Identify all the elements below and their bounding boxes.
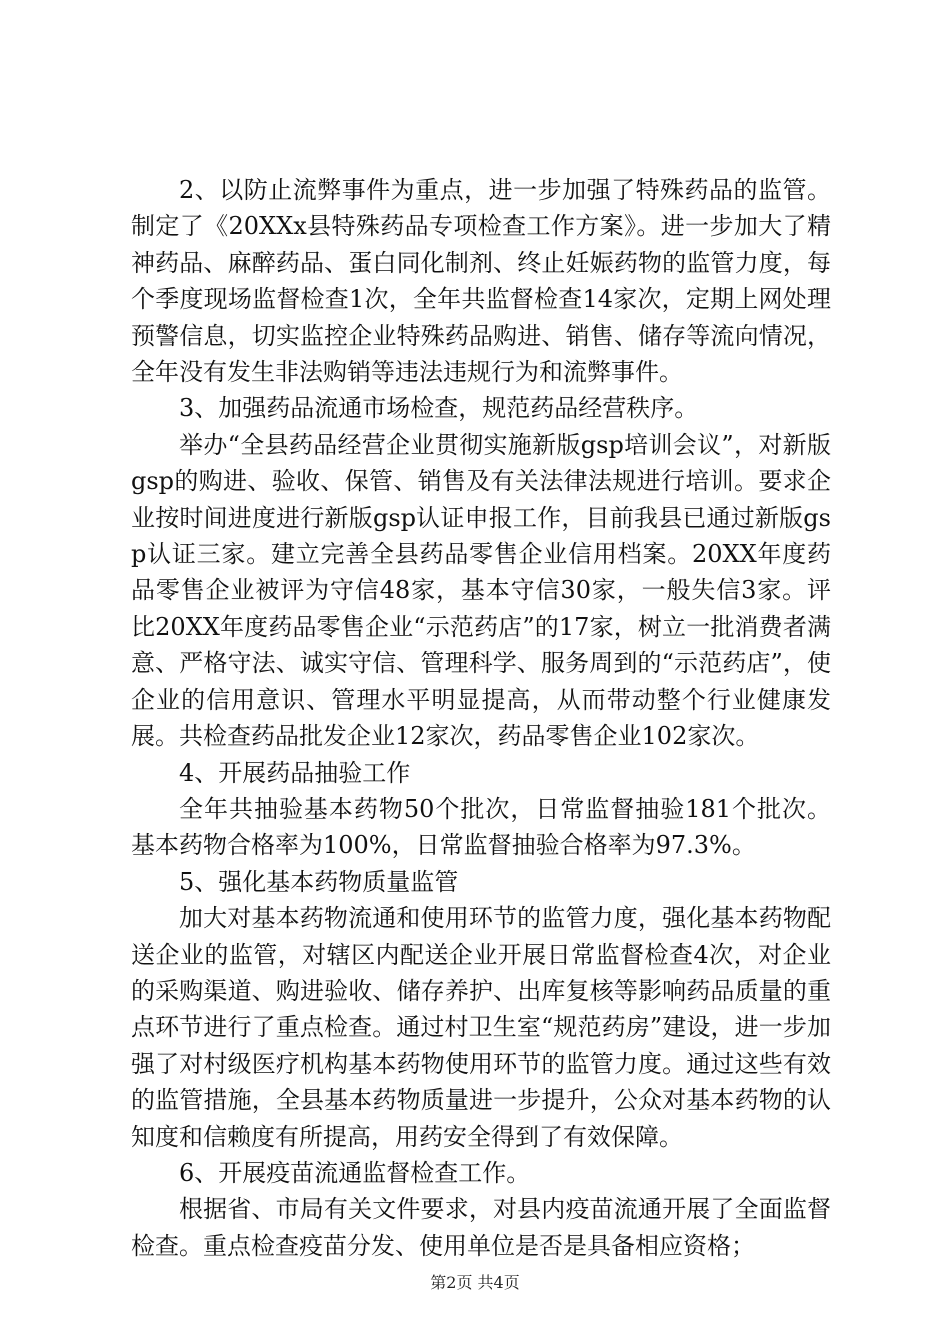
- paragraph-vaccine-inspection: 根据省、市局有关文件要求，对县内疫苗流通开展了全面监督检查。重点检查疫苗分发、使用单位是否是具备相应资格；: [131, 1195, 831, 1260]
- document-body: [131, 172, 831, 1264]
- paragraph-sampling-results: 全年共抽验基本药物50个批次，日常监督抽验181个批次。基本药物合格率为100%，日常监督抽验合格率为97.3%。: [131, 794, 831, 860]
- heading-essential-drugs: 5、强化基本药物质量监管: [179, 867, 459, 896]
- paragraph-special-drugs: 2、以防止流弊事件为重点，进一步加强了特殊药品的监管。制定了《20XXx县特殊药品专项检查工作方案》。进一步加大了精神药品、麻醉药品、蛋白同化制剂、终止妊娠药物的监管力度，每个季度现场监督检查1次，全年共监督检查14家次，定期上网处理预警信息，切实监控企业特殊药品购进、销售、储存等流向情况，全年没有发生非法购销等违法违规行为和流弊事件。: [131, 176, 831, 387]
- paragraph-gsp-training: 举办“全县药品经营企业贯彻实施新版gsp培训会议”，对新版gsp的购进、验收、保管、销售及有关法律法规进行培训。要求企业按时间进度进行新版gsp认证申报工作，目前我县已通过新版gsp认证三家。建立完善全县药品零售企业信用档案。20XX年度药品零售企业被评为守信48家，基本守信30家，一般失信3家。评比20XX年度药品零售企业“示范药店”的17家，树立一批消费者满意、严格守法、诚实守信、管理科学、服务周到的“示范药店”，使企业的信用意识、管理水平明显提高，从而带动整个行业健康发展。共检查药品批发企业12家次，药品零售企业102家次。: [131, 430, 831, 751]
- paragraph-essential-drugs: 加大对基本药物流通和使用环节的监管力度，强化基本药物配送企业的监管，对辖区内配送企业开展日常监督检查4次，对企业的采购渠道、购进验收、储存养护、出库复核等影响药品质量的重点环节进行了重点检查。通过村卫生室“规范药房”建设，进一步加强了对村级医疗机构基本药物使用环节的监管力度。通过这些有效的监管措施，全县基本药物质量进一步提升，公众对基本药物的认知度和信赖度有所提高，用药安全得到了有效保障。: [131, 904, 831, 1151]
- heading-drug-sampling: 4、开展药品抽验工作: [179, 758, 411, 787]
- heading-vaccine-inspection: 6、开展疫苗流通监督检查工作。: [179, 1158, 531, 1187]
- page-number-footer: 第2页 共4页: [430, 1273, 520, 1292]
- heading-market-inspection: 3、加强药品流通市场检查，规范药品经营秩序。: [179, 394, 699, 423]
